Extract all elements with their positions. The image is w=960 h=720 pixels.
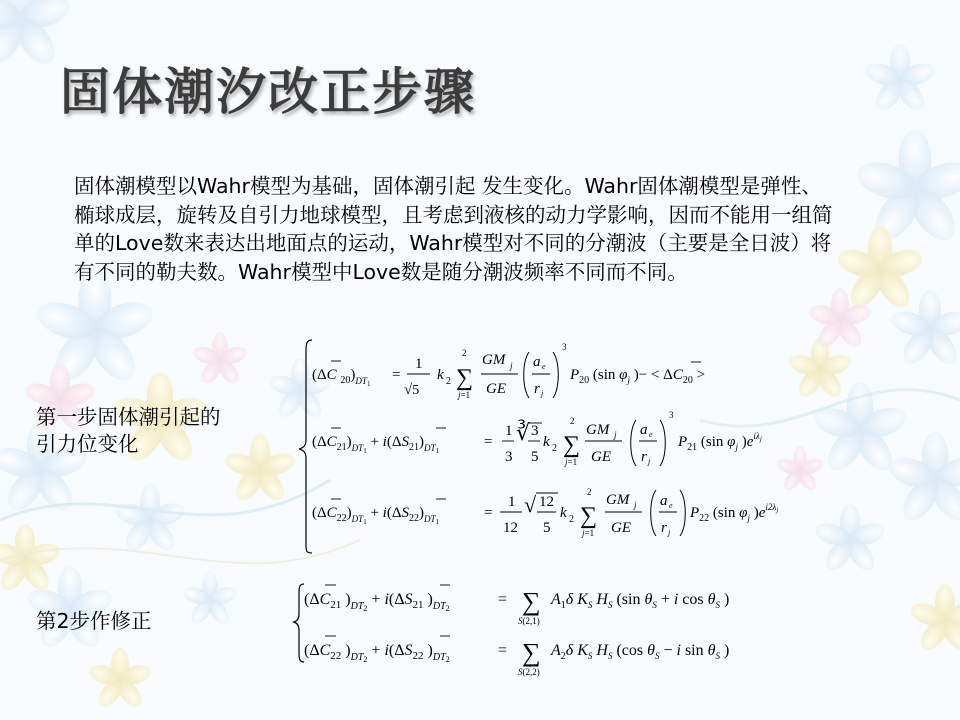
svg-text:1: 1 [505,423,513,439]
svg-text:(ΔC22)DT1 + i(ΔS22)DT1: $(\Delta C_{22})_{DT}1 + i(\Delta S_{22})_{DT}1$ [312,505,439,526]
svg-text:(ΔC21 )DT2 + i(ΔS21 )DT2: ($\Delta C_{21}$ )$_{DT}2 + i(\Delta S_{21}$ )$_{DT}2$ [304,591,450,613]
step1-label: 第一步固体潮引起的引力位变化 [36,405,221,456]
svg-text:(ΔC21)DT1 + i(ΔS21)DT1: $(\Delta C_{21})_{DT}1 + i(\Delta S_{21})_{DT}1$ [312,434,439,455]
svg-text:j=1: j=1 [458,390,471,400]
formula-step1-row3 [312,487,778,538]
svg-text:∑: ∑ [563,432,581,458]
svg-text:∑: ∑ [522,638,541,667]
svg-text:GE: GE [611,520,631,536]
svg-text:∑: ∑ [456,365,474,391]
step1-brace [299,340,312,553]
svg-text:=: = [392,367,401,383]
svg-text:GE: GE [591,449,611,465]
svg-text:√5: √5 [404,382,420,398]
svg-text:2: 2 [569,514,574,525]
svg-text:2: 2 [462,348,467,358]
svg-text:∛: ∛ [516,420,531,445]
body-paragraph: 固体潮模型以Wahr模型为基础，固体潮引起 发生变化。Wahr固体潮模型是弹性、椭球成层，旋转及自引力地球模型，且考虑到液核的动力学影响，因而不能用一组简单的Love数来表达出地面点的运动，Wahr模型对不同的分潮波（主要是全日波）将有不同的勒夫数。Wahr模型中Love数是随分潮波频率不同而不同。 [74,174,833,284]
svg-text:r: r [661,520,667,536]
svg-text:1: 1 [415,356,423,372]
svg-text:k: k [437,367,444,383]
step2-brace [294,584,304,662]
svg-text:5: 5 [543,520,551,536]
svg-text:e: e [669,501,673,510]
svg-text:j=1: j=1 [582,528,595,538]
svg-text:P22 (sin φj )ei2λj: $P_{22}$ (sin $\varphi_j$ )$e^{i2\lambda}j$ [690,502,779,524]
step2-label: 第2步作修正 [36,609,152,633]
svg-text:P21 (sin φj )eiλj: $P_{21}$ (sin $\varphi_j$ )$e^{i\lambda}j$ [678,431,762,453]
svg-text:(ΔC 20)DT1: (ΔC $_{20})_{DT}1$ [312,367,371,388]
svg-text:2: 2 [552,443,557,454]
svg-text:∑: ∑ [580,503,598,529]
svg-text:1: 1 [508,494,516,510]
svg-text:=: = [484,434,493,450]
svg-text:3: 3 [531,423,539,439]
svg-text:k: k [560,505,567,521]
svg-text:GE: GE [486,381,506,397]
svg-text:12: 12 [503,520,518,536]
svg-text:k: k [543,434,550,450]
svg-text:(ΔC22 )DT2 + i(ΔS22 )DT2: ($\Delta C_{22}$ )$_{DT}2 + i(\Delta S_{22}$ )$_{DT}2$ [304,642,450,664]
formula-step1-row1 [312,342,705,400]
svg-text:3: 3 [505,449,513,465]
svg-text:r: r [534,381,540,397]
svg-text:GM: GM [606,492,630,508]
svg-text:j: j [668,528,671,537]
svg-text:=: = [484,505,493,521]
svg-text:S(2,1): S(2,1) [518,616,540,626]
svg-text:2: 2 [570,416,575,426]
svg-text:j=1: j=1 [565,457,578,467]
svg-text:r: r [641,449,647,465]
svg-text:e: e [649,430,653,439]
svg-text:j: j [634,500,637,510]
svg-text:3: 3 [562,342,567,352]
svg-text:3: 3 [669,410,674,420]
svg-text:√: √ [524,492,537,517]
formula-step2-row2 [304,636,729,677]
svg-text:=: = [498,642,508,659]
svg-text:∑: ∑ [522,587,541,616]
svg-text:P20 (sin φj )− < ΔC20 >: $P_{20}$ (sin $\varphi_j$ )− < $\Delta C_{20}$ > [570,367,706,386]
svg-text:2: 2 [587,487,592,497]
svg-text:a: a [640,422,648,438]
svg-text:A1δ KS HS (sin θS + i cos θS: $A_1\delta$ $K_S$ $H_S$ (sin $\theta_S + i$ $\cos \theta_S$ ) [551,591,730,611]
slide-title: 固体潮汐改正步骤 [60,63,476,121]
svg-text:e: e [542,362,546,371]
formula-step2-row1 [304,585,729,626]
svg-text:a: a [533,354,541,370]
svg-text:2: 2 [446,376,451,387]
svg-text:5: 5 [531,449,539,465]
svg-text:GM: GM [482,352,506,368]
svg-text:=: = [498,591,508,608]
svg-text:j: j [510,361,513,371]
svg-text:GM: GM [586,422,610,438]
svg-text:j: j [648,457,651,466]
svg-text:j: j [541,389,544,398]
svg-text:S(2,2): S(2,2) [518,667,540,677]
svg-text:A2δ KS HS (cos θS − i sin θS: $A_2\delta$ $K_S$ $H_S$ (cos $\theta_S - i$ $\sin \theta_S$ ) [551,642,730,662]
svg-text:j: j [614,430,617,440]
svg-text:12: 12 [539,494,554,510]
formula-step1-row2 [312,410,762,467]
svg-text:a: a [660,493,668,509]
